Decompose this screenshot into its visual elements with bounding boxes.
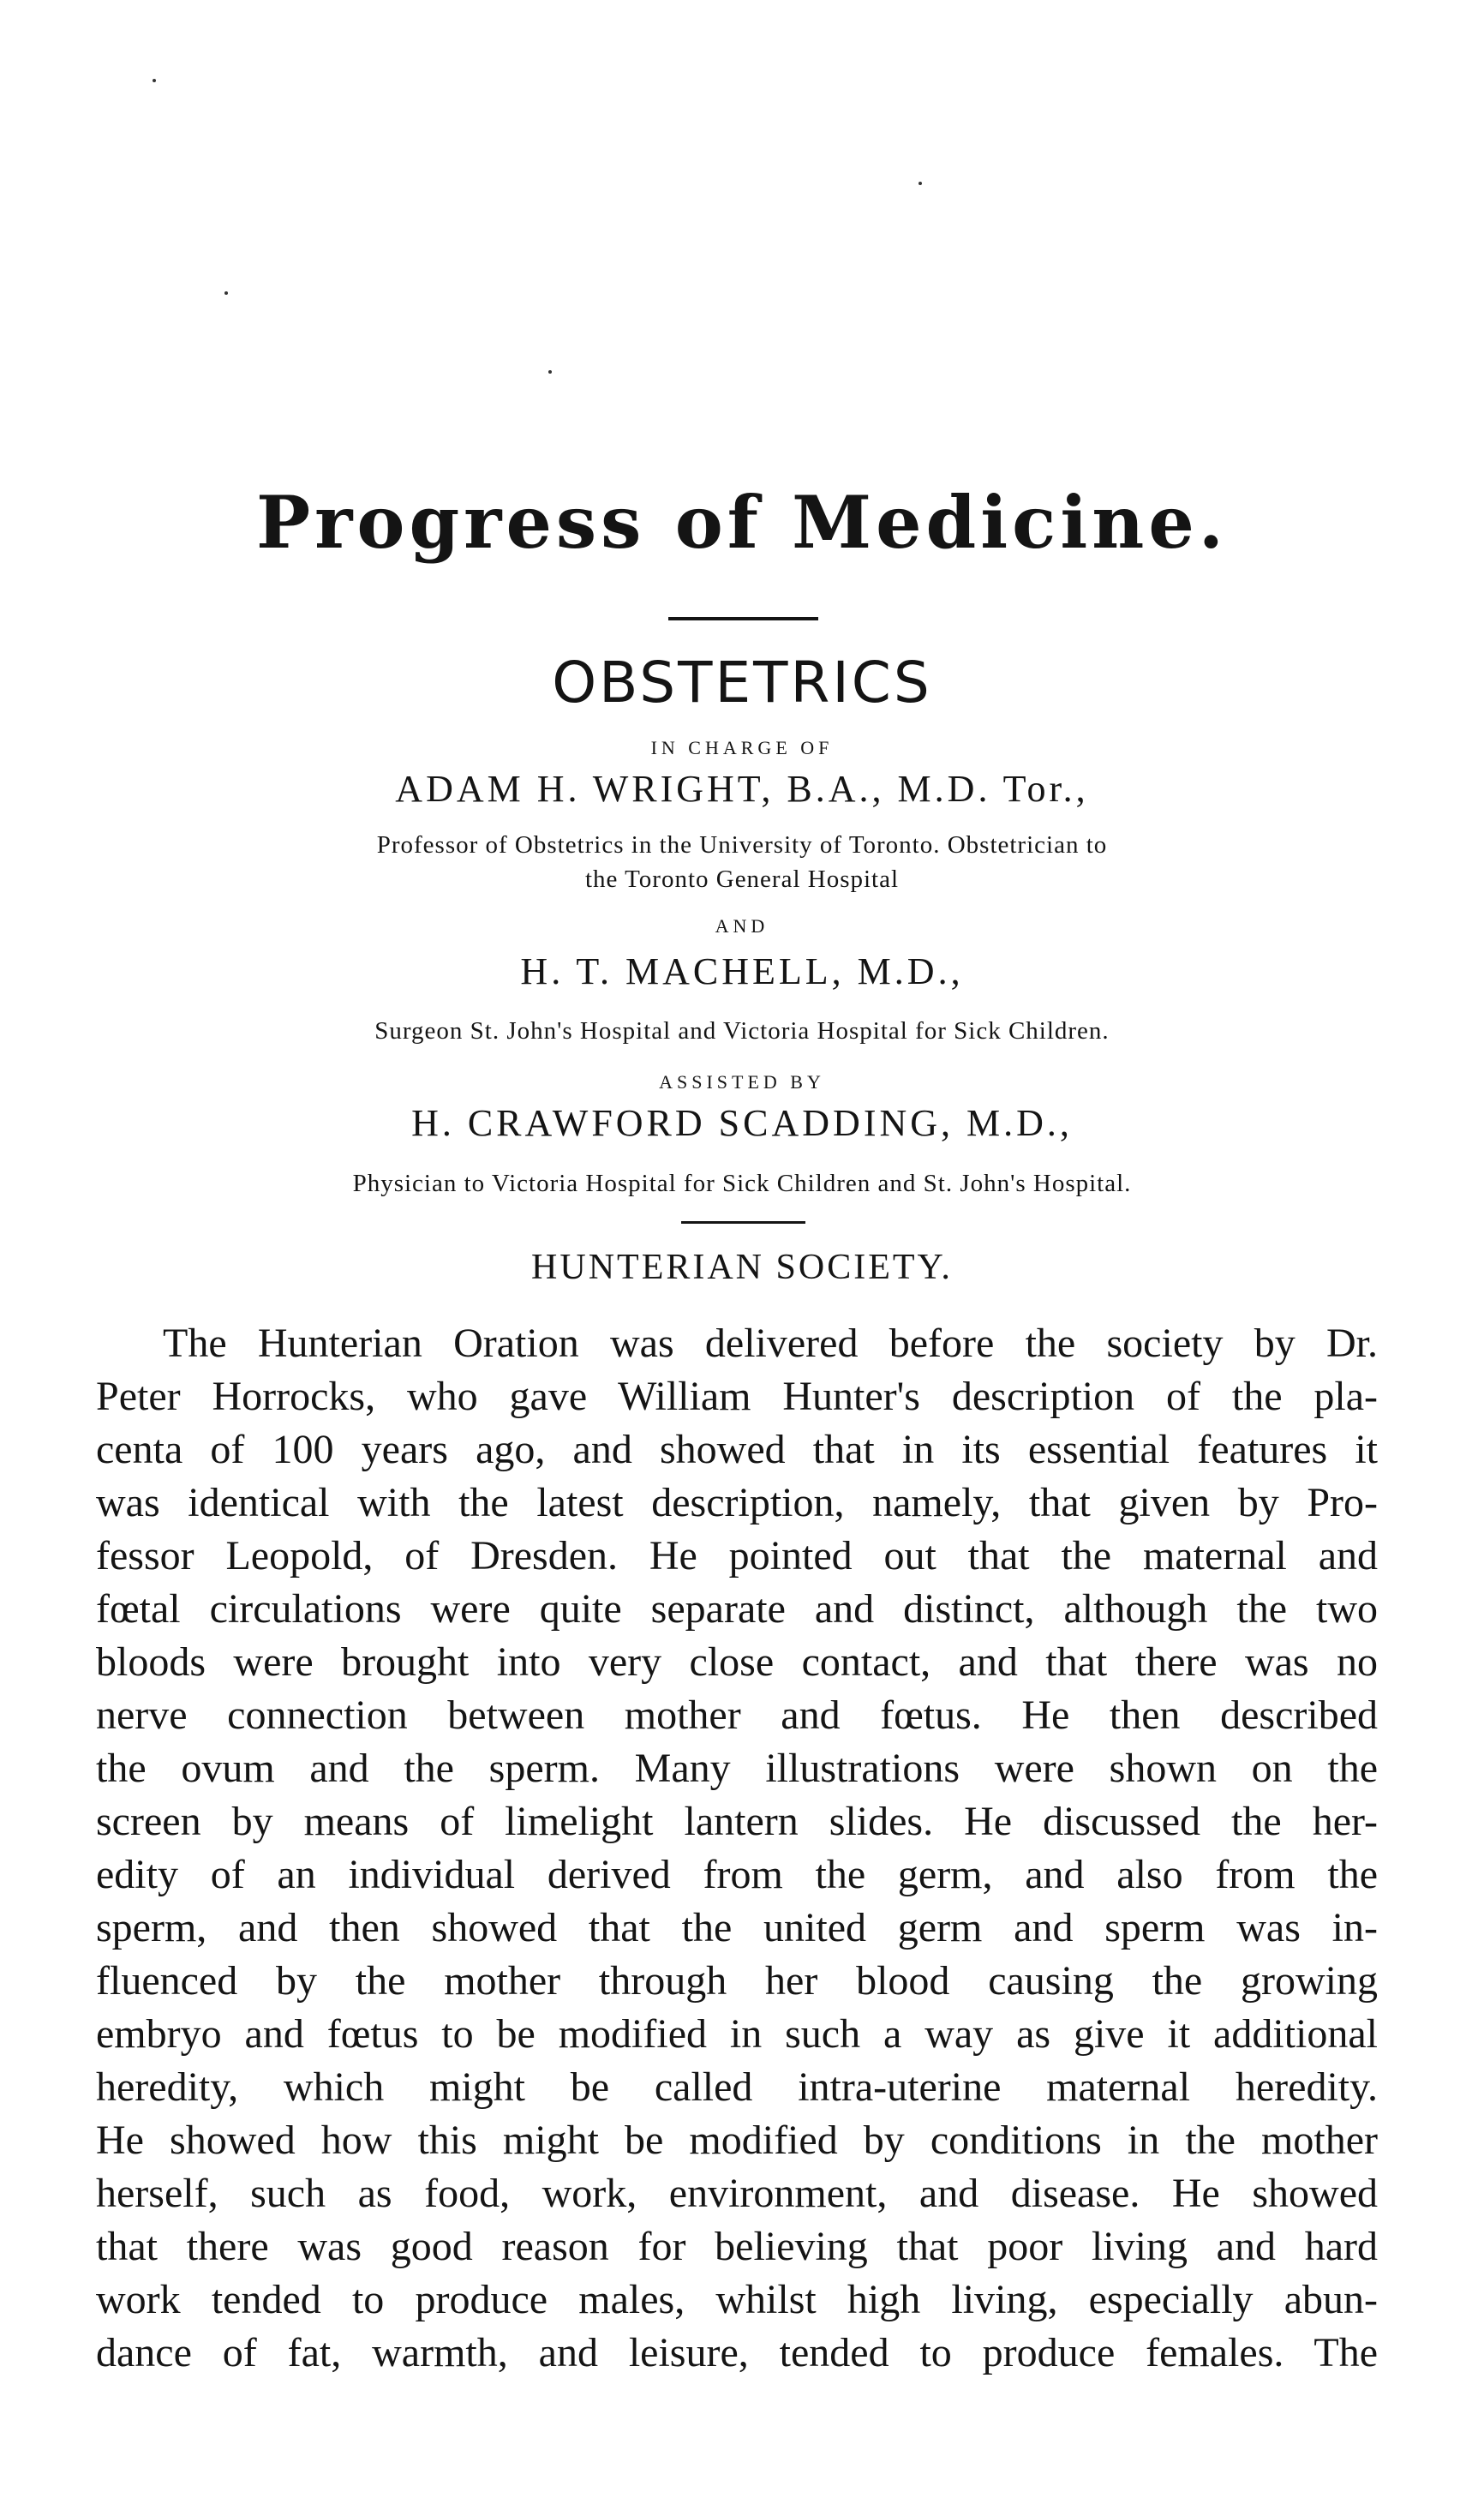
body-line: screen by means of limelight lantern slides. He discussed the her- [96, 1799, 1378, 1844]
body-line: that there was good reason for believing that poor living and hard [96, 2224, 1378, 2269]
body-line: work tended to produce males, whilst high living, especially abun- [96, 2277, 1378, 2322]
body-line: centa of 100 years ago, and showed that in its essential features it [96, 1427, 1378, 1472]
body-line: was identical with the latest description, namely, that given by Pro- [96, 1480, 1378, 1525]
editor-affiliation: Professor of Obstetrics in the University of Toronto. Obstetrician to [376, 831, 1108, 859]
body-line: fessor Leopold, of Dresden. He pointed out that the maternal and [96, 1533, 1378, 1578]
body-line: sperm, and then showed that the united germ and sperm was in- [96, 1905, 1378, 1950]
body-line: Peter Horrocks, who gave William Hunter's description of the pla- [96, 1374, 1378, 1419]
scan-speck [153, 79, 156, 82]
department-title: OBSTETRICS [552, 650, 932, 716]
editor-affiliation: Surgeon St. John's Hospital and Victoria Hospital for Sick Children. [374, 1017, 1110, 1045]
in-charge-label: IN CHARGE OF [650, 737, 834, 758]
assisted-by-label: ASSISTED BY [659, 1071, 825, 1093]
section-rule [681, 1221, 805, 1224]
assistant-affiliation: Physician to Victoria Hospital for Sick Children and St. John's Hospital. [352, 1170, 1132, 1197]
body-line: nerve connection between mother and fœtus. He then described [96, 1692, 1378, 1738]
body-line: the ovum and the sperm. Many illustrations were shown on the [96, 1746, 1378, 1791]
body-line: herself, such as food, work, environment, and disease. He showed [96, 2171, 1378, 2216]
scan-speck [548, 370, 552, 374]
scan-speck [224, 291, 228, 295]
body-line: fluenced by the mother through her blood causing the growing [96, 1958, 1378, 2004]
editor-affiliation: the Toronto General Hospital [584, 866, 900, 893]
and-connector: AND [715, 915, 769, 937]
body-line: embryo and fœtus to be modified in such a way as give it additional [96, 2011, 1378, 2057]
body-line: The Hunterian Oration was delivered before the society by Dr. [163, 1321, 1378, 1366]
section-heading: HUNTERIAN SOCIETY. [531, 1248, 953, 1287]
body-line: heredity, which might be called intra-uterine maternal heredity. [96, 2064, 1378, 2110]
body-line: fœtal circulations were quite separate and distinct, although the two [96, 1586, 1378, 1632]
editor-name: ADAM H. WRIGHT, B.A., M.D. Tor., [395, 768, 1089, 810]
editor-name: H. T. MACHELL, M.D., [520, 950, 964, 992]
body-line: edity of an individual derived from the germ, and also from the [96, 1852, 1378, 1897]
scan-speck [919, 182, 922, 185]
body-line: He showed how this might be modified by conditions in the mother [96, 2118, 1378, 2163]
assistant-name: H. CRAWFORD SCADDING, M.D., [411, 1102, 1073, 1144]
body-line: dance of fat, warmth, and leisure, tended to produce females. The [96, 2330, 1378, 2375]
body-line: bloods were brought into very close contact, and that there was no [96, 1639, 1378, 1685]
masthead-rule [668, 617, 818, 620]
masthead-title: Progress of Medicine. [256, 480, 1228, 565]
